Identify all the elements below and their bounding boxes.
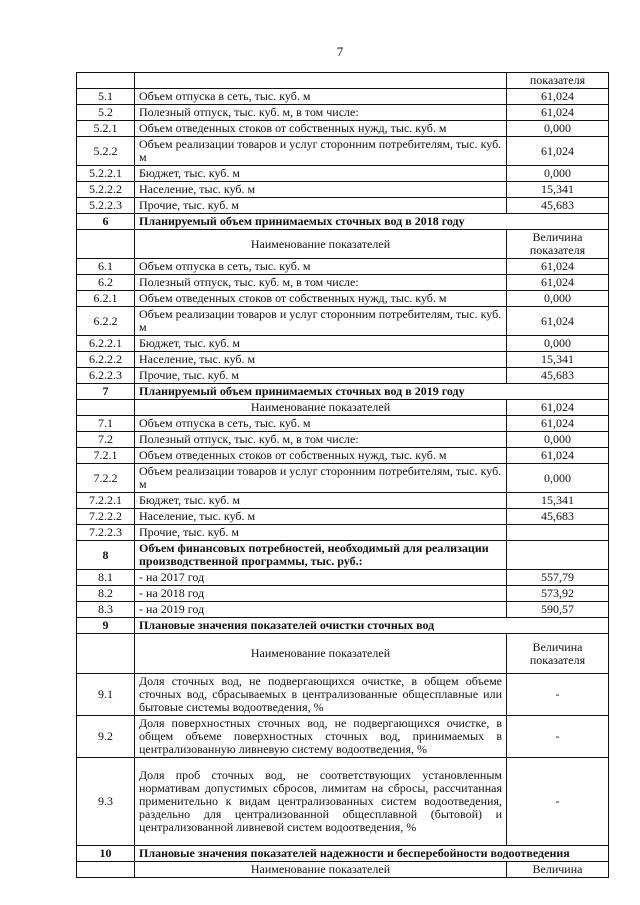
item-value: 61,024 bbox=[507, 400, 609, 416]
table-row bbox=[77, 570, 609, 586]
item-name: - на 2018 год bbox=[135, 586, 507, 602]
item-number: 5.2 bbox=[77, 105, 135, 121]
table-row bbox=[77, 105, 609, 121]
item-name: Объем отпуска в сеть, тыс. куб. м bbox=[135, 259, 507, 275]
item-value: 61,024 bbox=[507, 259, 609, 275]
item-name: Полезный отпуск, тыс. куб. м, в том числе: bbox=[135, 105, 507, 121]
item-number: 7.1 bbox=[77, 416, 135, 432]
item-name: Прочие, тыс. куб. м bbox=[135, 198, 507, 214]
header-row bbox=[77, 230, 609, 259]
item-name: - на 2017 год bbox=[135, 570, 507, 586]
item-value: показателя bbox=[507, 73, 609, 89]
item-value: 573,92 bbox=[507, 586, 609, 602]
item-value: - bbox=[507, 674, 609, 716]
item-value: 0,000 bbox=[507, 464, 609, 493]
item-number: 6.2.2.3 bbox=[77, 368, 135, 384]
item-value bbox=[507, 541, 609, 570]
table-row bbox=[77, 464, 609, 493]
item-name: Планируемый объем принимаемых сточных вод в 2019 году bbox=[135, 384, 609, 400]
table-row bbox=[77, 352, 609, 368]
item-value: 0,000 bbox=[507, 291, 609, 307]
item-value: 0,000 bbox=[507, 432, 609, 448]
item-value: Величина показателя bbox=[507, 230, 609, 259]
table-row bbox=[77, 259, 609, 275]
item-number bbox=[77, 230, 135, 259]
item-name bbox=[135, 73, 507, 89]
item-number: 6.1 bbox=[77, 259, 135, 275]
table-row bbox=[77, 674, 609, 716]
item-value: 61,024 bbox=[507, 416, 609, 432]
section-row bbox=[77, 846, 609, 862]
table-row bbox=[77, 307, 609, 336]
item-number: 6.2.1 bbox=[77, 291, 135, 307]
item-value bbox=[507, 525, 609, 541]
item-number: 7.2 bbox=[77, 432, 135, 448]
table-row bbox=[77, 291, 609, 307]
table-row bbox=[77, 336, 609, 352]
item-number: 6.2 bbox=[77, 275, 135, 291]
table-row bbox=[77, 448, 609, 464]
section-row bbox=[77, 618, 609, 634]
item-number: 8 bbox=[77, 541, 135, 570]
item-value: 61,024 bbox=[507, 448, 609, 464]
table-row bbox=[77, 509, 609, 525]
item-value: 0,000 bbox=[507, 336, 609, 352]
item-name: Наименование показателей bbox=[135, 400, 507, 416]
table-row bbox=[77, 368, 609, 384]
item-number: 9.2 bbox=[77, 716, 135, 758]
item-name: Бюджет, тыс. куб. м bbox=[135, 493, 507, 509]
item-name: Объем финансовых потребностей, необходимый для реализации производственной программы, тыс. руб.: bbox=[135, 541, 507, 570]
item-number bbox=[77, 862, 135, 878]
item-number: 7.2.1 bbox=[77, 448, 135, 464]
item-number: 9 bbox=[77, 618, 135, 634]
item-name: Наименование показателей bbox=[135, 230, 507, 259]
item-name: Объем отпуска в сеть, тыс. куб. м bbox=[135, 416, 507, 432]
item-name: Доля сточных вод, не подвергающихся очистке, в общем объеме сточных вод, сбрасываемых в централизованные общесплавные или бытовые системы водоотведения, % bbox=[135, 674, 507, 716]
item-name: Объем реализации товаров и услуг сторонним потребителям, тыс. куб. м bbox=[135, 137, 507, 166]
item-name: Доля поверхностных сточных вод, не подвергающихся очистке, в общем объеме поверхностных сточных вод, принимаемых в централизованную ливневую систему водоотведения, % bbox=[135, 716, 507, 758]
item-number: 6.2.2.2 bbox=[77, 352, 135, 368]
item-number: 5.1 bbox=[77, 89, 135, 105]
item-name: Объем реализации товаров и услуг сторонним потребителям, тыс. куб. м bbox=[135, 307, 507, 336]
item-value: 0,000 bbox=[507, 121, 609, 137]
item-name: Население, тыс. куб. м bbox=[135, 509, 507, 525]
item-number: 5.2.2.2 bbox=[77, 182, 135, 198]
item-number: 7 bbox=[77, 384, 135, 400]
item-value: 61,024 bbox=[507, 89, 609, 105]
item-number: 6.2.2.1 bbox=[77, 336, 135, 352]
table-row bbox=[77, 89, 609, 105]
item-number: 8.1 bbox=[77, 570, 135, 586]
table-row bbox=[77, 602, 609, 618]
item-name: Объем отведенных стоков от собственных нужд, тыс. куб. м bbox=[135, 448, 507, 464]
table-row bbox=[77, 416, 609, 432]
item-number: 5.2.2 bbox=[77, 137, 135, 166]
item-number: 5.2.2.1 bbox=[77, 166, 135, 182]
item-value: 0,000 bbox=[507, 166, 609, 182]
item-value: 15,341 bbox=[507, 182, 609, 198]
item-name: Доля проб сточных вод, не соответствующих установленным нормативам допустимых сбросов, лимитам на сбросы, рассчитанная применительно к видам централизованных систем водоотведения, раздельно для централизованной общесплавной (бытовой) и централизованной ливневой систем водоотведения, % bbox=[135, 758, 507, 846]
item-number: 10 bbox=[77, 846, 135, 862]
item-number bbox=[77, 634, 135, 674]
item-number: 7.2.2.2 bbox=[77, 509, 135, 525]
item-number bbox=[77, 73, 135, 89]
table-row bbox=[77, 166, 609, 182]
item-value: - bbox=[507, 716, 609, 758]
item-name: Объем отведенных стоков от собственных нужд, тыс. куб. м bbox=[135, 291, 507, 307]
item-name: Планируемый объем принимаемых сточных вод в 2018 году bbox=[135, 214, 609, 230]
item-number: 9.1 bbox=[77, 674, 135, 716]
item-value: 45,683 bbox=[507, 198, 609, 214]
table-row bbox=[77, 198, 609, 214]
item-name: Объем отведенных стоков от собственных нужд, тыс. куб. м bbox=[135, 121, 507, 137]
item-number: 6.2.2 bbox=[77, 307, 135, 336]
table-row bbox=[77, 586, 609, 602]
table-row bbox=[77, 432, 609, 448]
item-value: Величина bbox=[507, 862, 609, 878]
item-number: 7.2.2 bbox=[77, 464, 135, 493]
item-name: Население, тыс. куб. м bbox=[135, 182, 507, 198]
item-number: 7.2.2.1 bbox=[77, 493, 135, 509]
item-number: 8.3 bbox=[77, 602, 135, 618]
section-row bbox=[77, 214, 609, 230]
item-number: 5.2.1 bbox=[77, 121, 135, 137]
item-name: Плановые значения показателей очистки сточных вод bbox=[135, 618, 609, 634]
item-value: 45,683 bbox=[507, 509, 609, 525]
item-value: Величина показателя bbox=[507, 634, 609, 674]
header-row bbox=[77, 862, 609, 878]
item-value: 15,341 bbox=[507, 352, 609, 368]
table-row bbox=[77, 525, 609, 541]
item-number: 8.2 bbox=[77, 586, 135, 602]
item-number: 7.2.2.3 bbox=[77, 525, 135, 541]
item-value: 557,79 bbox=[507, 570, 609, 586]
item-value: 61,024 bbox=[507, 105, 609, 121]
table-row bbox=[77, 137, 609, 166]
indicator-table bbox=[76, 72, 609, 878]
item-number bbox=[77, 400, 135, 416]
item-value: 61,024 bbox=[507, 307, 609, 336]
table-row bbox=[77, 121, 609, 137]
item-value: - bbox=[507, 758, 609, 846]
item-value: 61,024 bbox=[507, 275, 609, 291]
item-name: Полезный отпуск, тыс. куб. м, в том числе: bbox=[135, 432, 507, 448]
header-row bbox=[77, 634, 609, 674]
section-row bbox=[77, 541, 609, 570]
item-name: Полезный отпуск, тыс. куб. м, в том числе: bbox=[135, 275, 507, 291]
item-name: Наименование показателей bbox=[135, 862, 507, 878]
table-row bbox=[77, 275, 609, 291]
item-number: 6 bbox=[77, 214, 135, 230]
item-value: 15,341 bbox=[507, 493, 609, 509]
header-row bbox=[77, 400, 609, 416]
item-value: 590,57 bbox=[507, 602, 609, 618]
item-name: Плановые значения показателей надежности и бесперебойности водоотведения bbox=[135, 846, 609, 862]
item-name: Бюджет, тыс. куб. м bbox=[135, 336, 507, 352]
item-name: Бюджет, тыс. куб. м bbox=[135, 166, 507, 182]
item-value: 45,683 bbox=[507, 368, 609, 384]
table-row bbox=[77, 758, 609, 846]
item-name: Объем реализации товаров и услуг сторонним потребителям, тыс. куб. м bbox=[135, 464, 507, 493]
section-row bbox=[77, 384, 609, 400]
item-value: 61,024 bbox=[507, 137, 609, 166]
item-name: Прочие, тыс. куб. м bbox=[135, 525, 507, 541]
page-number: 7 bbox=[336, 44, 344, 59]
item-name: Наименование показателей bbox=[135, 634, 507, 674]
item-name: Объем отпуска в сеть, тыс. куб. м bbox=[135, 89, 507, 105]
table-row bbox=[77, 716, 609, 758]
item-number: 5.2.2.3 bbox=[77, 198, 135, 214]
item-name: Прочие, тыс. куб. м bbox=[135, 368, 507, 384]
table-row bbox=[77, 73, 609, 89]
item-name: - на 2019 год bbox=[135, 602, 507, 618]
item-name: Население, тыс. куб. м bbox=[135, 352, 507, 368]
table-row bbox=[77, 493, 609, 509]
item-number: 9.3 bbox=[77, 758, 135, 846]
table-row bbox=[77, 182, 609, 198]
